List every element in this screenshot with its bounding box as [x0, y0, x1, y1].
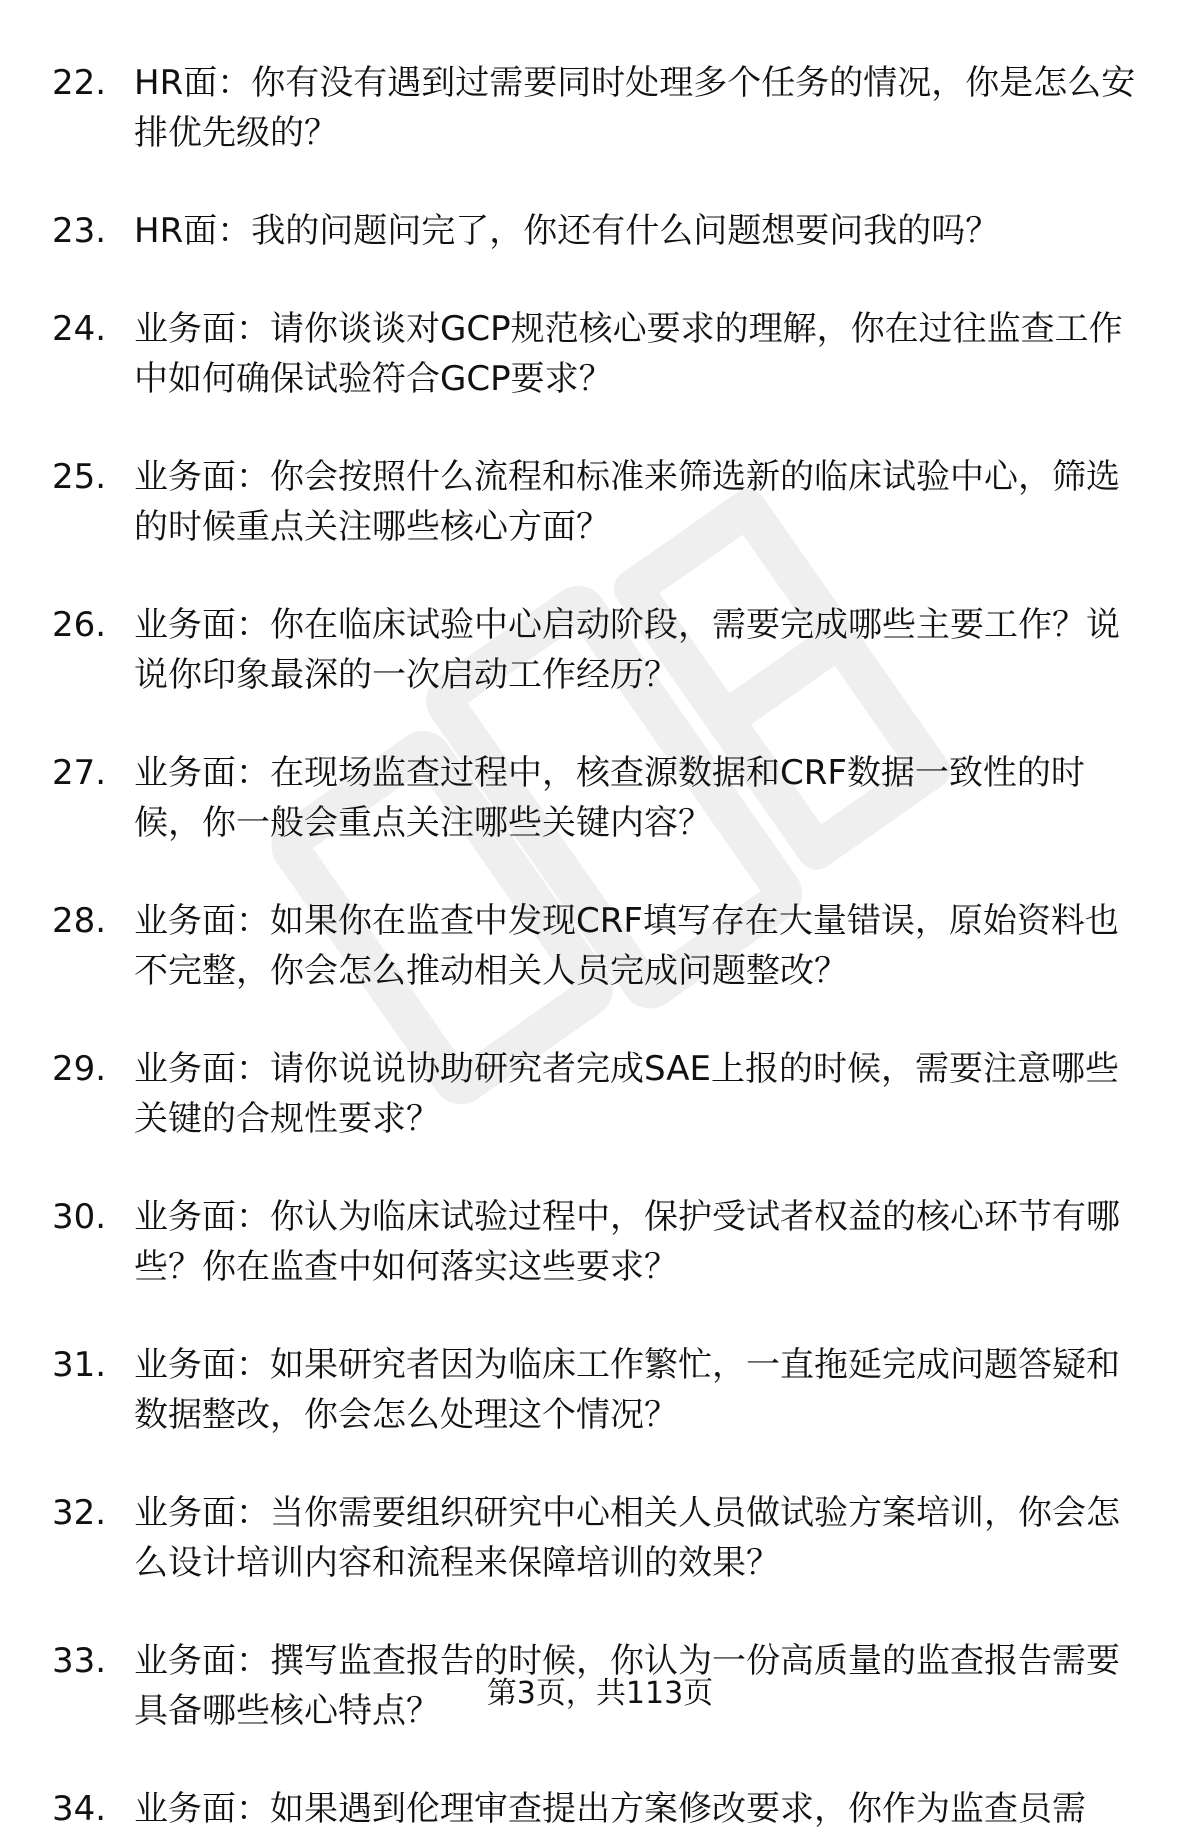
question-number: 27.	[52, 753, 107, 793]
list-item	[52, 452, 1152, 552]
question-text: 业务面：你会按照什么流程和标准来筛选新的临床试验中心，筛选的时候重点关注哪些核心方面？	[134, 457, 1120, 547]
question-text: 业务面：在现场监查过程中，核查源数据和CRF数据一致性的时候，你一般会重点关注哪些关键内容？	[134, 753, 1085, 843]
list-item	[52, 1488, 1152, 1588]
question-number: 33.	[52, 1641, 107, 1681]
list-item	[52, 896, 1152, 996]
question-list	[52, 58, 1152, 1834]
question-text: 业务面：请你谈谈对GCP规范核心要求的理解，你在过往监查工作中如何确保试验符合GCP要求？	[134, 309, 1123, 399]
question-text: 业务面：请你说说协助研究者完成SAE上报的时候，需要注意哪些关键的合规性要求？	[134, 1049, 1119, 1139]
question-number: 32.	[52, 1493, 107, 1533]
question-number: 34.	[52, 1789, 107, 1829]
question-text: 业务面：如果研究者因为临床工作繁忙，一直拖延完成问题答疑和数据整改，你会怎么处理这个情况？	[134, 1345, 1120, 1435]
question-number: 24.	[52, 309, 107, 349]
list-item	[52, 304, 1152, 404]
question-number: 31.	[52, 1345, 107, 1385]
question-number: 28.	[52, 901, 107, 941]
list-item	[52, 748, 1152, 848]
question-number: 23.	[52, 211, 107, 251]
list-item	[52, 1192, 1152, 1292]
question-number: 25.	[52, 457, 107, 497]
question-number: 22.	[52, 63, 107, 103]
page-number-footer: 第3页，共113页	[486, 1676, 714, 1711]
question-number: 26.	[52, 605, 107, 645]
question-text: 业务面：撰写监查报告的时候，你认为一份高质量的监查报告需要具备哪些核心特点？	[134, 1641, 1120, 1731]
question-text: HR面：我的问题问完了，你还有什么问题想要问我的吗？	[134, 211, 1000, 251]
list-item	[52, 600, 1152, 700]
question-text: 业务面：你在临床试验中心启动阶段，需要完成哪些主要工作？说说你印象最深的一次启动工作经历？	[134, 605, 1120, 695]
question-number: 29.	[52, 1049, 107, 1089]
question-text: 业务面：当你需要组织研究中心相关人员做试验方案培训，你会怎么设计培训内容和流程来保障培训的效果？	[134, 1493, 1120, 1583]
question-text: 业务面：如果你在监查中发现CRF填写存在大量错误，原始资料也不完整，你会怎么推动相关人员完成问题整改？	[134, 901, 1119, 991]
list-item	[52, 1340, 1152, 1440]
question-text: 业务面：你认为临床试验过程中，保护受试者权益的核心环节有哪些？你在监查中如何落实这些要求？	[134, 1197, 1120, 1287]
list-item	[52, 58, 1152, 158]
list-item	[52, 1044, 1152, 1144]
list-item	[52, 1784, 1152, 1834]
list-item	[52, 206, 1152, 256]
question-text: 业务面：如果遇到伦理审查提出方案修改要求，你作为监查员需	[134, 1789, 1086, 1829]
question-text: HR面：你有没有遇到过需要同时处理多个任务的情况，你是怎么安排优先级的？	[134, 63, 1136, 153]
question-number: 30.	[52, 1197, 107, 1237]
